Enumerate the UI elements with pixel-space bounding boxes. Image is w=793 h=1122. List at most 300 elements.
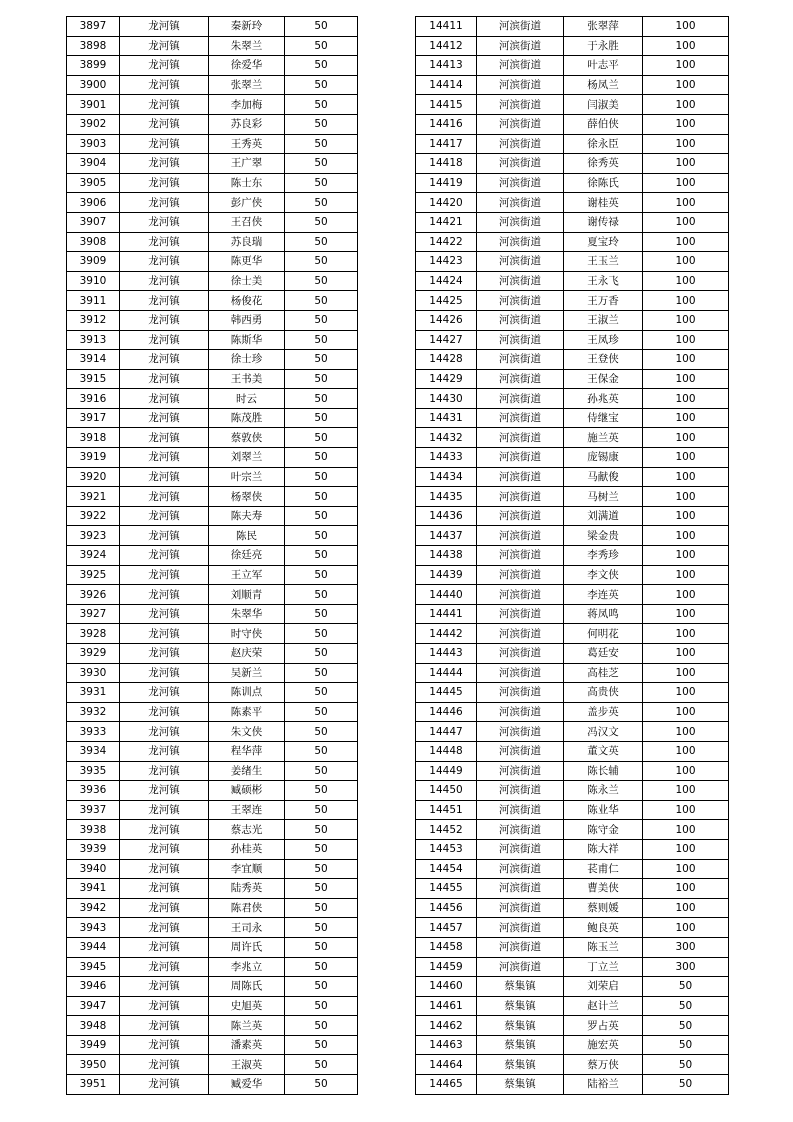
- amount-cell: 50: [285, 565, 358, 585]
- amount-cell: 50: [285, 937, 358, 957]
- township-cell: 河滨街道: [477, 702, 564, 722]
- serial-number-cell: 3918: [67, 428, 120, 448]
- table-row: [416, 546, 729, 566]
- amount-cell: 50: [285, 467, 358, 487]
- township-cell: 龙河镇: [120, 859, 209, 879]
- township-cell: 龙河镇: [120, 879, 209, 899]
- table-row: [416, 918, 729, 938]
- table-row: [67, 389, 358, 409]
- serial-number-cell: 3912: [67, 310, 120, 330]
- amount-cell: 50: [285, 585, 358, 605]
- table-row: [416, 663, 729, 683]
- serial-number-cell: 3911: [67, 291, 120, 311]
- township-cell: 龙河镇: [120, 114, 209, 134]
- person-name-cell: 陈君侠: [209, 898, 285, 918]
- table-row: [67, 154, 358, 174]
- amount-cell: 50: [643, 1055, 729, 1075]
- table-row: [416, 56, 729, 76]
- township-cell: 龙河镇: [120, 957, 209, 977]
- township-cell: 龙河镇: [120, 565, 209, 585]
- person-name-cell: 李文侠: [564, 565, 643, 585]
- amount-cell: 50: [285, 898, 358, 918]
- township-cell: 河滨街道: [477, 722, 564, 742]
- table-row: [416, 487, 729, 507]
- person-name-cell: 朱翠兰: [209, 36, 285, 56]
- township-cell: 河滨街道: [477, 683, 564, 703]
- amount-cell: 100: [643, 879, 729, 899]
- person-name-cell: 王书美: [209, 369, 285, 389]
- serial-number-cell: 3951: [67, 1075, 120, 1095]
- serial-number-cell: 3926: [67, 585, 120, 605]
- serial-number-cell: 3946: [67, 977, 120, 997]
- amount-cell: 50: [643, 1035, 729, 1055]
- serial-number-cell: 14455: [416, 879, 477, 899]
- serial-number-cell: 14443: [416, 644, 477, 664]
- person-name-cell: 蒋凤鸣: [564, 604, 643, 624]
- person-name-cell: 周许氏: [209, 937, 285, 957]
- serial-number-cell: 14456: [416, 898, 477, 918]
- serial-number-cell: 3909: [67, 252, 120, 272]
- amount-cell: 100: [643, 604, 729, 624]
- table-row: [67, 212, 358, 232]
- township-cell: 河滨街道: [477, 546, 564, 566]
- serial-number-cell: 14458: [416, 937, 477, 957]
- serial-number-cell: 14441: [416, 604, 477, 624]
- amount-cell: 100: [643, 663, 729, 683]
- serial-number-cell: 3922: [67, 506, 120, 526]
- table-row: [416, 389, 729, 409]
- township-cell: 河滨街道: [477, 389, 564, 409]
- table-row: [67, 95, 358, 115]
- table-row: [67, 114, 358, 134]
- serial-number-cell: 3917: [67, 408, 120, 428]
- serial-number-cell: 14438: [416, 546, 477, 566]
- serial-number-cell: 14411: [416, 17, 477, 37]
- table-row: [67, 271, 358, 291]
- table-row: [416, 702, 729, 722]
- serial-number-cell: 3898: [67, 36, 120, 56]
- serial-number-cell: 3928: [67, 624, 120, 644]
- serial-number-cell: 14436: [416, 506, 477, 526]
- person-name-cell: 陈茂胜: [209, 408, 285, 428]
- person-name-cell: 王永飞: [564, 271, 643, 291]
- township-cell: 龙河镇: [120, 761, 209, 781]
- amount-cell: 50: [285, 350, 358, 370]
- table-row: [416, 36, 729, 56]
- serial-number-cell: 14415: [416, 95, 477, 115]
- township-cell: 龙河镇: [120, 173, 209, 193]
- person-name-cell: 刘翠兰: [209, 448, 285, 468]
- person-name-cell: 陈长辅: [564, 761, 643, 781]
- serial-number-cell: 3941: [67, 879, 120, 899]
- serial-number-cell: 3910: [67, 271, 120, 291]
- township-cell: 龙河镇: [120, 1016, 209, 1036]
- serial-number-cell: 3906: [67, 193, 120, 213]
- township-cell: 河滨街道: [477, 36, 564, 56]
- table-row: [67, 859, 358, 879]
- person-name-cell: 秦新玲: [209, 17, 285, 37]
- person-name-cell: 朱翠华: [209, 604, 285, 624]
- serial-number-cell: 14417: [416, 134, 477, 154]
- table-row: [67, 663, 358, 683]
- person-name-cell: 朱文侠: [209, 722, 285, 742]
- table-row: [416, 1035, 729, 1055]
- township-cell: 龙河镇: [120, 17, 209, 37]
- person-name-cell: 陈斯华: [209, 330, 285, 350]
- table-row: [416, 291, 729, 311]
- township-cell: 河滨街道: [477, 408, 564, 428]
- amount-cell: 50: [285, 604, 358, 624]
- person-name-cell: 王淑英: [209, 1055, 285, 1075]
- amount-cell: 50: [643, 1075, 729, 1095]
- table-row: [67, 369, 358, 389]
- serial-number-cell: 3933: [67, 722, 120, 742]
- serial-number-cell: 14462: [416, 1016, 477, 1036]
- township-cell: 龙河镇: [120, 977, 209, 997]
- amount-cell: 50: [643, 996, 729, 1016]
- left-roster-body: [67, 17, 358, 1095]
- amount-cell: 100: [643, 487, 729, 507]
- amount-cell: 50: [285, 761, 358, 781]
- table-row: [67, 17, 358, 37]
- township-cell: 蔡集镇: [477, 1055, 564, 1075]
- table-row: [67, 585, 358, 605]
- table-row: [416, 800, 729, 820]
- serial-number-cell: 3936: [67, 781, 120, 801]
- serial-number-cell: 14424: [416, 271, 477, 291]
- serial-number-cell: 3932: [67, 702, 120, 722]
- table-row: [416, 565, 729, 585]
- table-row: [416, 1075, 729, 1095]
- person-name-cell: 苏良瑞: [209, 232, 285, 252]
- township-cell: 河滨街道: [477, 859, 564, 879]
- table-row: [416, 898, 729, 918]
- person-name-cell: 李连英: [564, 585, 643, 605]
- serial-number-cell: 14433: [416, 448, 477, 468]
- township-cell: 蔡集镇: [477, 996, 564, 1016]
- table-row: [67, 1055, 358, 1075]
- amount-cell: 50: [285, 428, 358, 448]
- table-row: [67, 977, 358, 997]
- township-cell: 河滨街道: [477, 800, 564, 820]
- table-row: [416, 937, 729, 957]
- serial-number-cell: 3914: [67, 350, 120, 370]
- serial-number-cell: 3901: [67, 95, 120, 115]
- amount-cell: 50: [285, 820, 358, 840]
- township-cell: 河滨街道: [477, 428, 564, 448]
- township-cell: 龙河镇: [120, 820, 209, 840]
- township-cell: 龙河镇: [120, 918, 209, 938]
- table-row: [67, 487, 358, 507]
- township-cell: 龙河镇: [120, 271, 209, 291]
- table-row: [67, 898, 358, 918]
- person-name-cell: 陈更华: [209, 252, 285, 272]
- table-row: [416, 75, 729, 95]
- person-name-cell: 徐士美: [209, 271, 285, 291]
- township-cell: 河滨街道: [477, 781, 564, 801]
- township-cell: 河滨街道: [477, 232, 564, 252]
- table-row: [416, 154, 729, 174]
- table-row: [416, 506, 729, 526]
- person-name-cell: 张翠兰: [209, 75, 285, 95]
- township-cell: 龙河镇: [120, 1055, 209, 1075]
- serial-number-cell: 14422: [416, 232, 477, 252]
- person-name-cell: 陈永兰: [564, 781, 643, 801]
- person-name-cell: 时守侠: [209, 624, 285, 644]
- table-row: [67, 56, 358, 76]
- township-cell: 河滨街道: [477, 585, 564, 605]
- township-cell: 龙河镇: [120, 408, 209, 428]
- township-cell: 河滨街道: [477, 526, 564, 546]
- table-row: [67, 173, 358, 193]
- amount-cell: 100: [643, 702, 729, 722]
- amount-cell: 50: [285, 683, 358, 703]
- table-row: [416, 624, 729, 644]
- amount-cell: 50: [285, 17, 358, 37]
- table-row: [67, 937, 358, 957]
- amount-cell: 50: [285, 624, 358, 644]
- serial-number-cell: 14461: [416, 996, 477, 1016]
- person-name-cell: 蔡敦侠: [209, 428, 285, 448]
- township-cell: 龙河镇: [120, 1035, 209, 1055]
- table-row: [67, 330, 358, 350]
- township-cell: 河滨街道: [477, 839, 564, 859]
- table-row: [67, 467, 358, 487]
- serial-number-cell: 3913: [67, 330, 120, 350]
- amount-cell: 100: [643, 134, 729, 154]
- serial-number-cell: 14446: [416, 702, 477, 722]
- township-cell: 河滨街道: [477, 193, 564, 213]
- township-cell: 河滨街道: [477, 506, 564, 526]
- amount-cell: 50: [285, 134, 358, 154]
- person-name-cell: 蔡志光: [209, 820, 285, 840]
- amount-cell: 100: [643, 820, 729, 840]
- person-name-cell: 陈兰英: [209, 1016, 285, 1036]
- township-cell: 龙河镇: [120, 134, 209, 154]
- amount-cell: 100: [643, 800, 729, 820]
- township-cell: 龙河镇: [120, 526, 209, 546]
- person-name-cell: 冯汉文: [564, 722, 643, 742]
- serial-number-cell: 14425: [416, 291, 477, 311]
- serial-number-cell: 3944: [67, 937, 120, 957]
- amount-cell: 100: [643, 839, 729, 859]
- amount-cell: 50: [285, 800, 358, 820]
- table-row: [416, 526, 729, 546]
- township-cell: 龙河镇: [120, 996, 209, 1016]
- township-cell: 河滨街道: [477, 114, 564, 134]
- amount-cell: 50: [285, 1075, 358, 1095]
- person-name-cell: 赵庆荣: [209, 644, 285, 664]
- serial-number-cell: 3948: [67, 1016, 120, 1036]
- township-cell: 蔡集镇: [477, 1016, 564, 1036]
- person-name-cell: 叶宗兰: [209, 467, 285, 487]
- person-name-cell: 程华萍: [209, 741, 285, 761]
- person-name-cell: 陆裕兰: [564, 1075, 643, 1095]
- serial-number-cell: 14427: [416, 330, 477, 350]
- amount-cell: 100: [643, 722, 729, 742]
- township-cell: 河滨街道: [477, 467, 564, 487]
- township-cell: 龙河镇: [120, 1075, 209, 1095]
- person-name-cell: 葛廷安: [564, 644, 643, 664]
- person-name-cell: 李加梅: [209, 95, 285, 115]
- township-cell: 河滨街道: [477, 879, 564, 899]
- table-row: [67, 565, 358, 585]
- township-cell: 龙河镇: [120, 330, 209, 350]
- person-name-cell: 时云: [209, 389, 285, 409]
- table-row: [67, 741, 358, 761]
- person-name-cell: 王保金: [564, 369, 643, 389]
- table-row: [416, 1016, 729, 1036]
- serial-number-cell: 14454: [416, 859, 477, 879]
- serial-number-cell: 3929: [67, 644, 120, 664]
- township-cell: 龙河镇: [120, 663, 209, 683]
- amount-cell: 100: [643, 389, 729, 409]
- serial-number-cell: 14413: [416, 56, 477, 76]
- township-cell: 龙河镇: [120, 36, 209, 56]
- township-cell: 河滨街道: [477, 350, 564, 370]
- township-cell: 龙河镇: [120, 56, 209, 76]
- table-row: [416, 369, 729, 389]
- amount-cell: 300: [643, 957, 729, 977]
- township-cell: 河滨街道: [477, 937, 564, 957]
- person-name-cell: 王淑兰: [564, 310, 643, 330]
- amount-cell: 50: [285, 741, 358, 761]
- table-row: [416, 741, 729, 761]
- township-cell: 龙河镇: [120, 702, 209, 722]
- serial-number-cell: 14420: [416, 193, 477, 213]
- amount-cell: 100: [643, 350, 729, 370]
- amount-cell: 50: [285, 408, 358, 428]
- township-cell: 龙河镇: [120, 232, 209, 252]
- person-name-cell: 刘荣启: [564, 977, 643, 997]
- person-name-cell: 杨俊花: [209, 291, 285, 311]
- amount-cell: 100: [643, 761, 729, 781]
- person-name-cell: 陈训点: [209, 683, 285, 703]
- township-cell: 河滨街道: [477, 565, 564, 585]
- amount-cell: 50: [285, 154, 358, 174]
- serial-number-cell: 3937: [67, 800, 120, 820]
- amount-cell: 100: [643, 252, 729, 272]
- person-name-cell: 周陈氏: [209, 977, 285, 997]
- amount-cell: 50: [285, 271, 358, 291]
- table-row: [416, 17, 729, 37]
- amount-cell: 50: [285, 781, 358, 801]
- serial-number-cell: 14419: [416, 173, 477, 193]
- table-row: [67, 820, 358, 840]
- serial-number-cell: 14412: [416, 36, 477, 56]
- person-name-cell: 吴新兰: [209, 663, 285, 683]
- amount-cell: 50: [285, 526, 358, 546]
- serial-number-cell: 3924: [67, 546, 120, 566]
- township-cell: 河滨街道: [477, 212, 564, 232]
- table-row: [416, 879, 729, 899]
- amount-cell: 50: [285, 702, 358, 722]
- person-name-cell: 王登侠: [564, 350, 643, 370]
- serial-number-cell: 3927: [67, 604, 120, 624]
- township-cell: 龙河镇: [120, 741, 209, 761]
- amount-cell: 100: [643, 506, 729, 526]
- township-cell: 龙河镇: [120, 604, 209, 624]
- table-row: [416, 212, 729, 232]
- table-row: [67, 722, 358, 742]
- table-row: [416, 585, 729, 605]
- person-name-cell: 王玉兰: [564, 252, 643, 272]
- table-row: [416, 252, 729, 272]
- amount-cell: 50: [643, 1016, 729, 1036]
- township-cell: 河滨街道: [477, 741, 564, 761]
- serial-number-cell: 3942: [67, 898, 120, 918]
- amount-cell: 50: [285, 722, 358, 742]
- table-row: [416, 761, 729, 781]
- amount-cell: 50: [285, 506, 358, 526]
- table-row: [67, 957, 358, 977]
- amount-cell: 100: [643, 467, 729, 487]
- serial-number-cell: 14431: [416, 408, 477, 428]
- table-row: [416, 271, 729, 291]
- serial-number-cell: 14437: [416, 526, 477, 546]
- person-name-cell: 陈夫寿: [209, 506, 285, 526]
- person-name-cell: 孙兆英: [564, 389, 643, 409]
- person-name-cell: 马树兰: [564, 487, 643, 507]
- table-row: [416, 193, 729, 213]
- serial-number-cell: 14416: [416, 114, 477, 134]
- person-name-cell: 丁立兰: [564, 957, 643, 977]
- amount-cell: 50: [285, 95, 358, 115]
- township-cell: 龙河镇: [120, 800, 209, 820]
- serial-number-cell: 3940: [67, 859, 120, 879]
- amount-cell: 300: [643, 937, 729, 957]
- person-name-cell: 于永胜: [564, 36, 643, 56]
- amount-cell: 50: [285, 448, 358, 468]
- serial-number-cell: 3945: [67, 957, 120, 977]
- amount-cell: 100: [643, 565, 729, 585]
- table-row: [416, 95, 729, 115]
- township-cell: 河滨街道: [477, 252, 564, 272]
- township-cell: 河滨街道: [477, 330, 564, 350]
- person-name-cell: 马献俊: [564, 467, 643, 487]
- person-name-cell: 李宜顺: [209, 859, 285, 879]
- table-row: [67, 839, 358, 859]
- township-cell: 河滨街道: [477, 369, 564, 389]
- township-cell: 河滨街道: [477, 75, 564, 95]
- person-name-cell: 王秀英: [209, 134, 285, 154]
- township-cell: 河滨街道: [477, 291, 564, 311]
- person-name-cell: 王广翠: [209, 154, 285, 174]
- person-name-cell: 蔡则媛: [564, 898, 643, 918]
- amount-cell: 50: [285, 859, 358, 879]
- amount-cell: 100: [643, 741, 729, 761]
- amount-cell: 100: [643, 898, 729, 918]
- person-name-cell: 陆秀英: [209, 879, 285, 899]
- serial-number-cell: 3931: [67, 683, 120, 703]
- serial-number-cell: 14430: [416, 389, 477, 409]
- amount-cell: 100: [643, 193, 729, 213]
- serial-number-cell: 3923: [67, 526, 120, 546]
- township-cell: 河滨街道: [477, 820, 564, 840]
- amount-cell: 50: [285, 173, 358, 193]
- person-name-cell: 徐永臣: [564, 134, 643, 154]
- township-cell: 龙河镇: [120, 350, 209, 370]
- amount-cell: 50: [285, 879, 358, 899]
- person-name-cell: 王万香: [564, 291, 643, 311]
- amount-cell: 100: [643, 271, 729, 291]
- table-row: [416, 604, 729, 624]
- serial-number-cell: 3905: [67, 173, 120, 193]
- table-row: [67, 291, 358, 311]
- township-cell: 龙河镇: [120, 546, 209, 566]
- township-cell: 龙河镇: [120, 428, 209, 448]
- township-cell: 龙河镇: [120, 212, 209, 232]
